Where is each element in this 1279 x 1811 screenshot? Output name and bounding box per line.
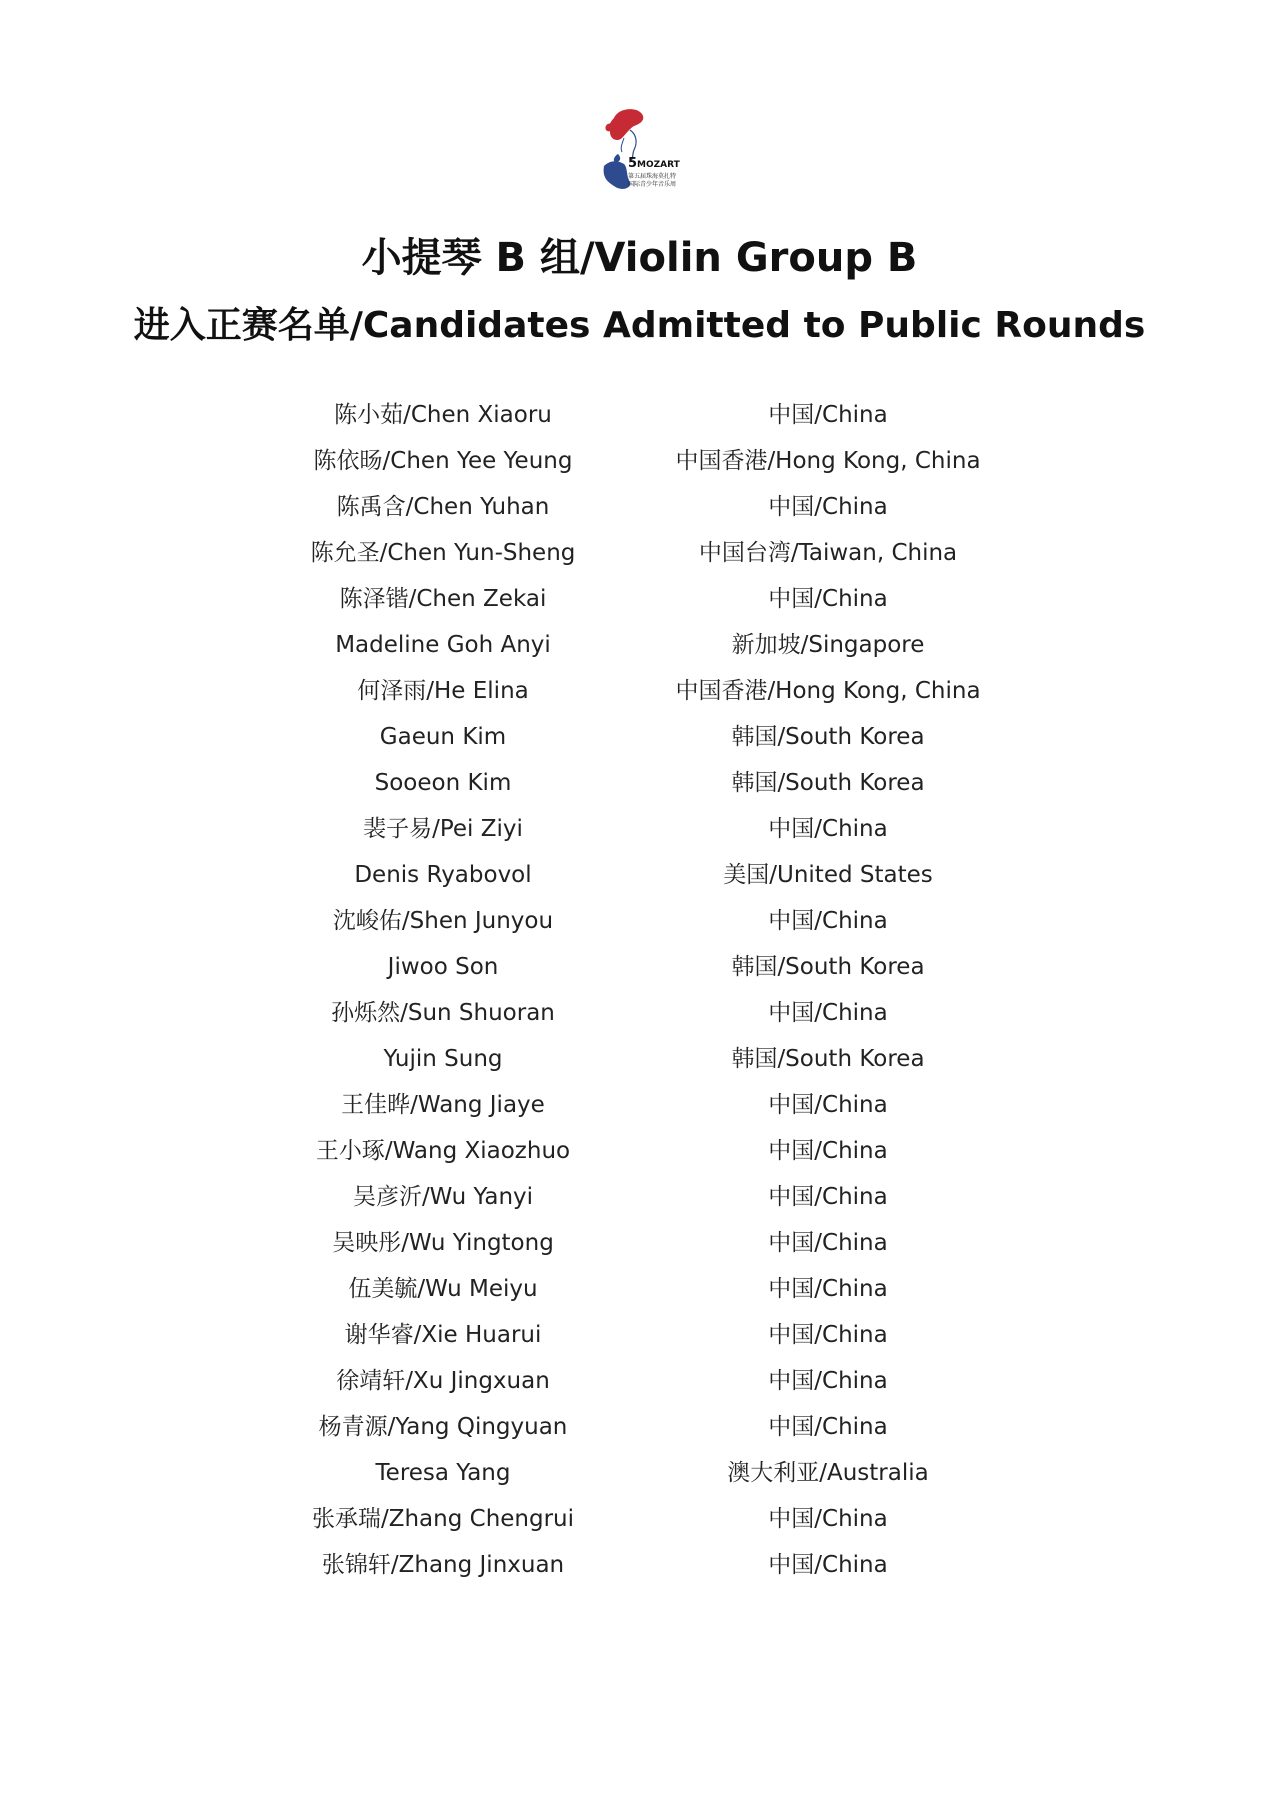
candidate-row (0, 1358, 1279, 1404)
candidate-name: 孙烁然/Sun Shuoran (331, 1000, 555, 1026)
candidate-row (0, 530, 1279, 576)
candidate-name: Denis Ryabovol (354, 862, 532, 888)
candidate-name: 杨青源/Yang Qingyuan (318, 1414, 568, 1440)
candidate-country: 中国/China (768, 816, 888, 842)
candidate-name: 陈依旸/Chen Yee Yeung (313, 448, 573, 474)
candidate-name: 何泽雨/He Elina (357, 678, 529, 704)
candidate-row (0, 990, 1279, 1036)
candidate-name: Teresa Yang (375, 1460, 511, 1486)
candidate-name: 陈小茹/Chen Xiaoru (334, 402, 552, 428)
candidate-name: 张承瑞/Zhang Chengrui (311, 1506, 575, 1532)
candidate-name: 沈峻佑/Shen Junyou (332, 908, 554, 934)
candidate-name: 伍美毓/Wu Meiyu (348, 1276, 538, 1302)
logo-number: 5 (628, 156, 638, 171)
candidate-country: 美国/United States (723, 862, 933, 888)
candidate-country: 中国香港/Hong Kong, China (675, 678, 981, 704)
candidate-row (0, 852, 1279, 898)
candidate-row (0, 944, 1279, 990)
logo-name: MOZART (637, 160, 680, 170)
candidate-row (0, 806, 1279, 852)
candidate-country: 韩国/South Korea (731, 954, 925, 980)
logo-caption-line2: 国际青少年音乐周 (628, 181, 677, 188)
candidate-name: 陈泽锴/Chen Zekai (339, 586, 547, 612)
candidate-row (0, 898, 1279, 944)
candidate-country: 中国/China (768, 1322, 888, 1348)
candidate-row (0, 392, 1279, 438)
candidate-country: 澳大利亚/Australia (727, 1460, 929, 1486)
candidate-country: 中国/China (768, 1552, 888, 1578)
candidate-name: 吴彦沂/Wu Yanyi (352, 1184, 534, 1210)
candidate-row (0, 668, 1279, 714)
candidate-name: 陈允圣/Chen Yun-Sheng (310, 540, 576, 566)
candidate-country: 中国/China (768, 908, 888, 934)
candidate-country: 中国/China (768, 1368, 888, 1394)
candidate-name: Yujin Sung (383, 1046, 503, 1072)
candidate-name: 徐靖轩/Xu Jingxuan (336, 1368, 550, 1394)
candidate-country: 中国/China (768, 494, 888, 520)
candidate-name: 吴映彤/Wu Yingtong (332, 1230, 554, 1256)
candidate-row (0, 484, 1279, 530)
candidate-row (0, 1404, 1279, 1450)
candidate-name: Madeline Goh Anyi (335, 632, 551, 658)
candidate-row (0, 622, 1279, 668)
candidate-row (0, 1312, 1279, 1358)
logo-caption-line1: 第五届珠海莫扎特 (628, 173, 677, 180)
candidate-row (0, 1174, 1279, 1220)
candidate-row (0, 760, 1279, 806)
candidate-row (0, 1266, 1279, 1312)
candidate-country: 中国/China (768, 1230, 888, 1256)
candidate-list (0, 392, 1279, 1588)
candidate-name: 王小琢/Wang Xiaozhuo (315, 1138, 571, 1164)
candidate-country: 中国/China (768, 1092, 888, 1118)
candidate-row (0, 1220, 1279, 1266)
candidate-country: 韩国/South Korea (731, 724, 925, 750)
candidate-row (0, 438, 1279, 484)
candidate-country: 韩国/South Korea (731, 1046, 925, 1072)
candidate-row (0, 1496, 1279, 1542)
page-subtitle: 进入正赛名单/Candidates Admitted to Public Rounds (133, 305, 1146, 346)
candidate-country: 中国台湾/Taiwan, China (698, 540, 958, 566)
candidate-country: 中国/China (768, 1276, 888, 1302)
candidate-row (0, 1450, 1279, 1496)
candidate-row (0, 576, 1279, 622)
page-title: 小提琴 B 组/Violin Group B (361, 235, 918, 281)
candidate-country: 中国/China (768, 586, 888, 612)
candidate-country: 中国香港/Hong Kong, China (675, 448, 981, 474)
candidate-name: Sooeon Kim (374, 770, 512, 796)
candidate-row (0, 1082, 1279, 1128)
candidate-country: 中国/China (768, 1184, 888, 1210)
candidate-row (0, 714, 1279, 760)
candidate-country: 中国/China (768, 1414, 888, 1440)
candidate-row (0, 1036, 1279, 1082)
candidate-row (0, 1542, 1279, 1588)
candidate-name: 裴子易/Pei Ziyi (363, 816, 523, 842)
candidate-name: Jiwoo Son (387, 954, 499, 980)
candidate-country: 中国/China (768, 1000, 888, 1026)
candidate-country: 新加坡/Singapore (731, 632, 925, 658)
candidate-country: 中国/China (768, 402, 888, 428)
candidate-country: 韩国/South Korea (731, 770, 925, 796)
candidate-name: 谢华睿/Xie Huarui (344, 1322, 542, 1348)
candidate-name: 张锦轩/Zhang Jinxuan (321, 1552, 565, 1578)
candidate-name: Gaeun Kim (379, 724, 507, 750)
mozart-logo-graphic (596, 104, 692, 204)
mozart-logo (596, 104, 692, 204)
candidate-name: 王佳晔/Wang Jiaye (341, 1092, 545, 1118)
candidate-row (0, 1128, 1279, 1174)
candidate-country: 中国/China (768, 1506, 888, 1532)
candidate-country: 中国/China (768, 1138, 888, 1164)
candidate-name: 陈禹含/Chen Yuhan (336, 494, 550, 520)
